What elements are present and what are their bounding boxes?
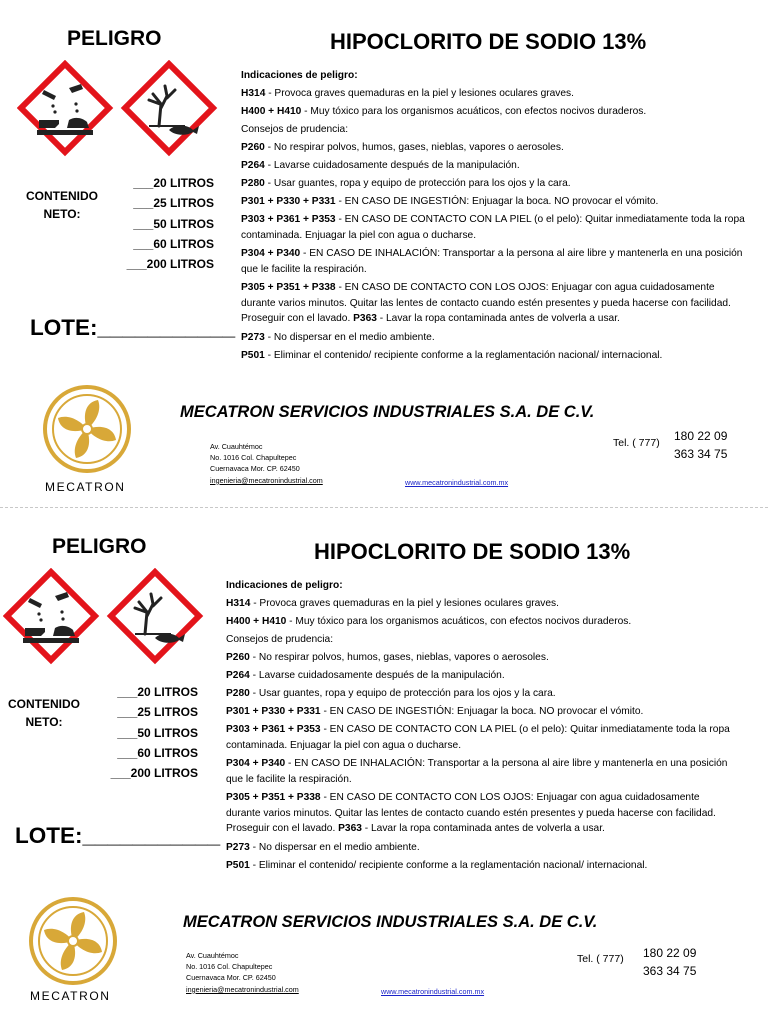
lote-field: LOTE:___________ (15, 823, 221, 848)
p-code: P305 + P351 + P338 (241, 282, 336, 293)
ind-heading: Indicaciones de peligro: (241, 70, 358, 81)
phone-numbers (643, 944, 696, 980)
p-text: - Usar guantes, ropa y equipo de protección para los ojos y la cara. (249, 688, 556, 699)
company-name: MECATRON SERVICIOS INDUSTRIALES S.A. DE C.V. (183, 913, 598, 931)
product-title: HIPOCLORITO DE SODIO 13% (314, 539, 631, 564)
volume-option: ___50 LITROS (117, 725, 198, 740)
p-text: - Eliminar el contenido/ recipiente conforme a la reglamentación nacional/ internacional. (249, 859, 648, 871)
p-code: P273 (241, 331, 265, 343)
peligro-heading: PELIGRO (52, 535, 147, 558)
address-line: No. 1016 Col. Chapultepec (210, 453, 297, 463)
contenido-line-2: NETO: (43, 207, 81, 221)
p-text: - EN CASO DE INHALACIÓN: Transportar a la persona al aire libre y mantenerla en una posición que le facilite la respiración. (241, 248, 743, 275)
p-code: P301 + P330 + P331 (241, 196, 336, 207)
p-code: P273 (226, 841, 250, 853)
p-text: - Lavar la ropa contaminada antes de volverla a usar. (361, 823, 605, 834)
p-text: - Eliminar el contenido/ recipiente conforme a la reglamentación nacional/ internacional. (264, 349, 663, 361)
h-text: - Muy tóxico para los organismos acuáticos, con efectos nocivos duraderos. (301, 106, 647, 117)
p-code: P260 (226, 652, 250, 663)
p-text: - EN CASO DE CONTACTO CON LA PIEL (o el pelo): Quitar inmediatamente toda la ropa contaminada. Enjuagar la piel con agua o ducharse. (241, 214, 745, 241)
p-text: - EN CASO DE INGESTIÓN: Enjuagar la boca. NO provocar el vómito. (320, 706, 644, 717)
volume-option: ___25 LITROS (117, 705, 198, 720)
h-code: H400 + H410 (241, 106, 302, 117)
p-text: - No respirar polvos, humos, gases, nieblas, vapores o aerosoles. (249, 652, 549, 663)
website-link[interactable]: www.mecatronindustrial.com.mx (405, 478, 509, 487)
tel-label: Tel. ( 777) (613, 437, 660, 449)
phone-numbers (674, 427, 727, 463)
h-text: - Provoca graves quemaduras en la piel y lesiones oculares graves. (250, 598, 559, 609)
email-link[interactable]: ingenieria@mecatronindustrial.com (186, 984, 299, 994)
volume-option: ___200 LITROS (126, 257, 214, 272)
p-text: - No dispersar en el medio ambiente. (264, 331, 435, 343)
p-text: - EN CASO DE CONTACTO CON LOS OJOS: Enjuagar con agua cuidadosamente durante varios minutos. Quitar las lentes de contacto cuando estén presentes y pueda hacerse con facilidad. Proseguir con el lavado. (226, 792, 716, 834)
p-code: P305 + P351 + P338 (226, 792, 321, 803)
hazard-statements (226, 577, 730, 875)
email-link[interactable]: ingenieria@mecatronindustrial.com (210, 475, 323, 485)
contenido-line-2: NETO: (25, 715, 63, 729)
p-code: P260 (241, 142, 265, 153)
p-text: - Lavarse cuidadosamente después de la manipulación. (264, 160, 520, 171)
phone-number: 363 34 75 (643, 964, 697, 978)
contenido-line-1: CONTENIDO (8, 697, 80, 711)
contenido-neto-label (4, 695, 84, 731)
p-code: P264 (226, 670, 250, 681)
h-code: H400 + H410 (226, 616, 287, 627)
p-code: P501 (241, 349, 265, 361)
consejos-heading: Consejos de prudencia: (241, 124, 349, 135)
phone-number: 180 22 09 (674, 429, 728, 443)
environment-icon (125, 64, 213, 152)
ghs-pictograms (17, 60, 227, 162)
volume-option: ___60 LITROS (133, 236, 214, 251)
h-text: - Muy tóxico para los organismos acuáticos, con efectos nocivos duraderos. (286, 616, 632, 627)
label-top (0, 0, 768, 508)
volume-option: ___50 LITROS (133, 216, 214, 231)
p-code: P301 + P330 + P331 (226, 706, 321, 717)
address-line: Cuernavaca Mor. CP. 62450 (186, 973, 276, 983)
brand-name: MECATRON (45, 480, 126, 494)
address-block (186, 950, 299, 995)
p-code: P501 (226, 859, 250, 871)
peligro-heading: PELIGRO (67, 27, 162, 50)
volume-list (110, 173, 214, 274)
volume-option: ___200 LITROS (110, 766, 198, 781)
p-text: - Usar guantes, ropa y equipo de protección para los ojos y la cara. (264, 178, 571, 189)
ind-heading: Indicaciones de peligro: (226, 580, 343, 591)
consejos-heading: Consejos de prudencia: (226, 634, 334, 645)
p-code: P304 + P340 (226, 758, 286, 769)
address-block (210, 441, 323, 486)
h-code: H314 (226, 598, 251, 609)
p-text: - Lavarse cuidadosamente después de la manipulación. (249, 670, 505, 681)
volume-option: ___60 LITROS (117, 745, 198, 760)
address-line: Av. Cuauhtémoc (210, 442, 263, 451)
product-title: HIPOCLORITO DE SODIO 13% (330, 29, 647, 54)
brand-name: MECATRON (30, 989, 111, 1003)
volume-option: ___20 LITROS (117, 685, 198, 699)
p-text: - No dispersar en el medio ambiente. (249, 841, 420, 853)
p-code: P363 (353, 313, 377, 324)
volume-option: ___20 LITROS (133, 176, 214, 190)
company-name: MECATRON SERVICIOS INDUSTRIALES S.A. DE C.V. (180, 403, 595, 421)
p-text: - No respirar polvos, humos, gases, nieblas, vapores o aerosoles. (264, 142, 564, 153)
website-link[interactable]: www.mecatronindustrial.com.mx (381, 987, 485, 996)
p-code: P264 (241, 160, 265, 171)
lote-field: LOTE:___________ (30, 315, 236, 340)
contenido-line-1: CONTENIDO (26, 189, 98, 203)
phone-number: 363 34 75 (674, 447, 728, 461)
phone-number: 180 22 09 (643, 946, 697, 960)
ghs-pictograms (3, 568, 213, 670)
environment-icon (111, 572, 199, 660)
address-line: No. 1016 Col. Chapultepec (186, 962, 273, 972)
corrosion-icon (21, 64, 109, 152)
p-text: - Lavar la ropa contaminada antes de volverla a usar. (376, 313, 620, 324)
mecatron-logo-icon (42, 384, 132, 474)
label-bottom (0, 508, 768, 1016)
p-code: P280 (226, 688, 250, 699)
p-text: - EN CASO DE CONTACTO CON LA PIEL (o el pelo): Quitar inmediatamente toda la ropa contaminada. Enjuagar la piel con agua o ducharse. (226, 724, 730, 751)
volume-list (94, 682, 198, 783)
h-code: H314 (241, 88, 266, 99)
p-code: P303 + P361 + P353 (226, 724, 321, 735)
address-line: Av. Cuauhtémoc (186, 951, 239, 960)
corrosion-icon (7, 572, 95, 660)
p-code: P280 (241, 178, 265, 189)
p-code: P304 + P340 (241, 248, 301, 259)
p-text: - EN CASO DE CONTACTO CON LOS OJOS: Enjuagar con agua cuidadosamente durante varios minutos. Quitar las lentes de contacto cuando estén presentes y pueda hacerse con facilidad. Proseguir con el lavado. (241, 282, 731, 324)
contenido-neto-label (22, 187, 102, 223)
p-code: P303 + P361 + P353 (241, 214, 336, 225)
p-text: - EN CASO DE INGESTIÓN: Enjuagar la boca. NO provocar el vómito. (335, 196, 659, 207)
hazard-statements (241, 67, 745, 365)
p-text: - EN CASO DE INHALACIÓN: Transportar a la persona al aire libre y mantenerla en una posición que le facilite la respiración. (226, 758, 728, 785)
p-code: P363 (338, 823, 362, 834)
mecatron-logo-icon (28, 896, 118, 986)
h-text: - Provoca graves quemaduras en la piel y lesiones oculares graves. (265, 88, 574, 99)
volume-option: ___25 LITROS (133, 196, 214, 211)
tel-label: Tel. ( 777) (577, 953, 624, 965)
address-line: Cuernavaca Mor. CP. 62450 (210, 464, 300, 474)
